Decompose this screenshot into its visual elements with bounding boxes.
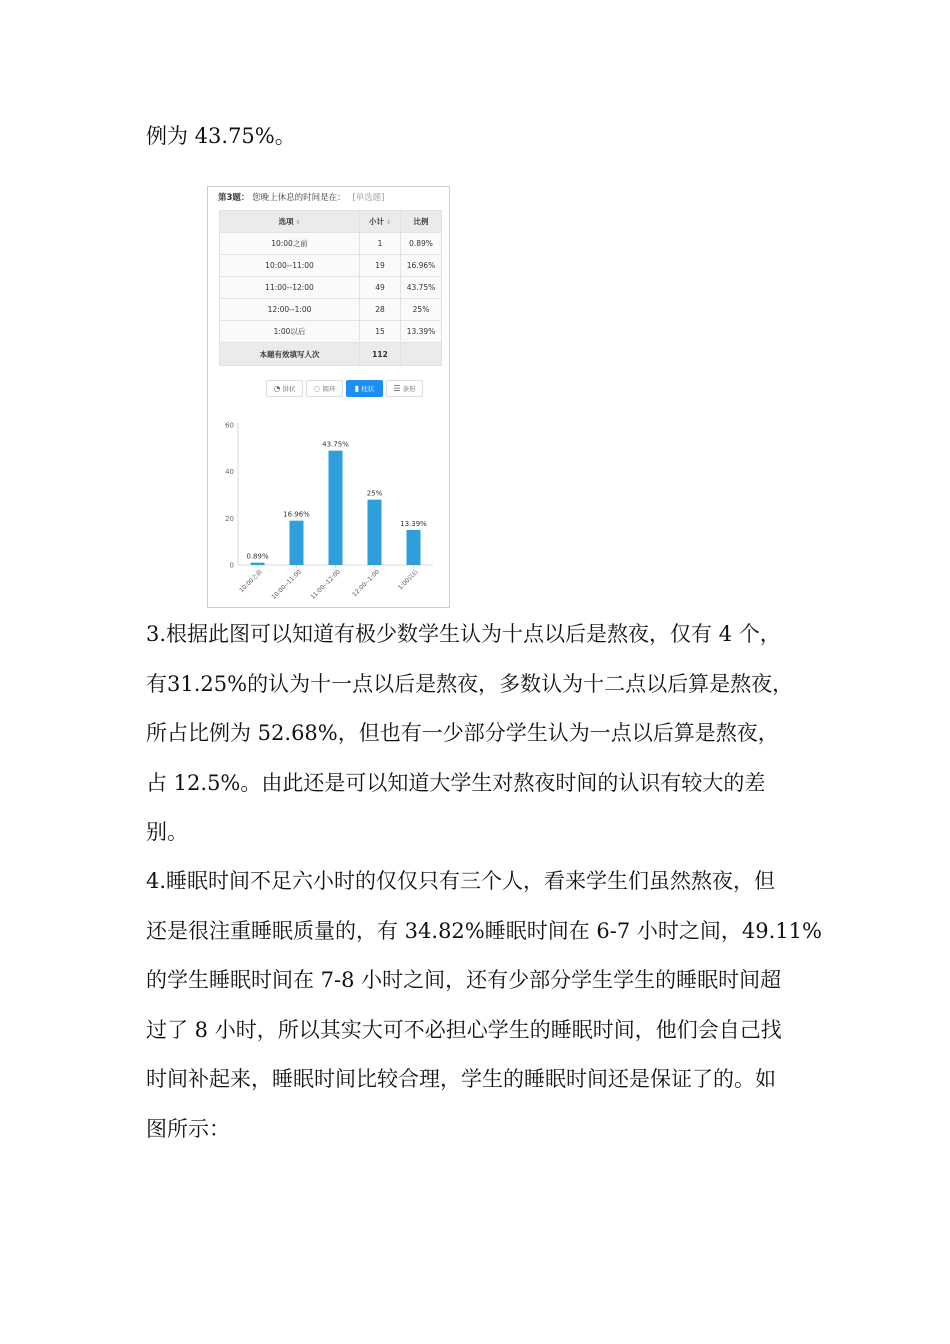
text-line: 4.睡眠时间不足六小时的仅仅只有三个人，看来学生们虽然熬夜，但 xyxy=(146,869,776,893)
question-text: 您晚上休息的时间是在： xyxy=(252,193,346,203)
paragraph-3 xyxy=(146,610,836,858)
y-tick-label: 20 xyxy=(225,514,234,523)
table-row xyxy=(220,255,442,277)
x-tick-label: 10:00--11:00 xyxy=(270,568,303,601)
cell-option: 10:00之前 xyxy=(220,233,360,255)
cell-count: 49 xyxy=(360,277,401,299)
chart-type-label: 柱状 xyxy=(361,385,375,393)
cell-option: 10:00--11:00 xyxy=(220,255,360,277)
footer-empty xyxy=(401,343,442,366)
chart-type-button[interactable] xyxy=(386,380,423,397)
question-title xyxy=(218,191,384,203)
table-header-row xyxy=(220,211,442,233)
x-tick-label: 10:00之前 xyxy=(238,568,264,595)
y-tick-label: 40 xyxy=(225,468,234,477)
bar-icon: ▮ xyxy=(354,383,360,393)
bar xyxy=(407,530,421,565)
results-table xyxy=(219,210,442,366)
chart-type-label: 圆环 xyxy=(322,385,336,393)
table-row xyxy=(220,233,442,255)
bar xyxy=(251,563,265,565)
question-type: [单选题] xyxy=(352,193,385,203)
header-ratio: 比例 xyxy=(401,211,442,233)
text-line: 别。 xyxy=(146,820,188,844)
bar xyxy=(368,500,382,565)
text-line: 图所示： xyxy=(146,1116,230,1141)
bar-value-label: 43.75% xyxy=(322,440,349,449)
cell-ratio: 0.89% xyxy=(401,233,442,255)
ring-icon: ◌ xyxy=(313,383,321,393)
header-option[interactable]: 选项 ⇕ xyxy=(220,211,360,233)
footer-label: 本题有效填写人次 xyxy=(220,343,360,366)
bar-chart xyxy=(208,415,451,605)
x-tick-label: 11:00--12:00 xyxy=(309,568,342,601)
cell-count: 19 xyxy=(360,255,401,277)
question-number: 第3题： xyxy=(218,193,250,203)
text-line: 还是很注重睡眠质量的，有 34.82%睡眠时间在 6-7 小时之间，49.11% xyxy=(146,918,822,943)
sort-icon[interactable]: ⇕ xyxy=(295,219,301,226)
chart-type-switcher xyxy=(266,380,423,397)
chart-type-button[interactable] xyxy=(266,380,303,397)
cell-ratio: 16.96% xyxy=(401,255,442,277)
x-tick-label: 12:00--1:00 xyxy=(351,568,381,599)
chart-type-button[interactable] xyxy=(346,380,383,397)
chart-type-label: 饼状 xyxy=(282,385,296,393)
header-count[interactable]: 小计 ⇕ xyxy=(360,211,401,233)
sort-icon[interactable]: ⇕ xyxy=(385,219,392,226)
cell-count: 15 xyxy=(360,321,401,343)
text-line: 占 12.5%。由此还是可以知道大学生对熬夜时间的认识有较大的差 xyxy=(146,770,766,795)
text-line: 所占比例为 52.68%，但也有一少部分学生认为一点以后算是熬夜， xyxy=(146,721,779,745)
cell-ratio: 43.75% xyxy=(401,277,442,299)
bar-value-label: 0.89% xyxy=(246,552,269,561)
cell-option: 1:00以后 xyxy=(220,321,360,343)
text-line: 有31.25%的认为十一点以后是熬夜，多数认为十二点以后算是熬夜， xyxy=(146,671,794,696)
text-line: 例为 43.75%。 xyxy=(146,124,296,148)
bar xyxy=(329,451,343,565)
chart-type-button[interactable] xyxy=(306,380,343,397)
table-row xyxy=(220,277,442,299)
cell-option: 11:00--12:00 xyxy=(220,277,360,299)
text-line: 时间补起来，睡眠时间比较合理，学生的睡眠时间还是保证了的。如 xyxy=(146,1067,776,1091)
y-tick-label: 0 xyxy=(229,561,234,570)
cell-count: 28 xyxy=(360,299,401,321)
text-line: 的学生睡眠时间在 7-8 小时之间，还有少部分学生学生的睡眠时间超 xyxy=(146,968,782,992)
text-line: 3.根据此图可以知道有极少数学生认为十点以后是熬夜，仅有 4 个， xyxy=(146,622,781,646)
table-row xyxy=(220,321,442,343)
survey-figure xyxy=(207,186,450,608)
x-tick-label: 1:00以后 xyxy=(396,568,420,592)
cell-ratio: 13.39% xyxy=(401,321,442,343)
bars-horizontal-icon: ☰ xyxy=(393,383,401,393)
cell-count: 1 xyxy=(360,233,401,255)
y-tick-label: 60 xyxy=(225,421,234,430)
bar-value-label: 25% xyxy=(366,489,383,498)
text-line: 过了 8 小时，所以其实大可不必担心学生的睡眠时间，他们会自己找 xyxy=(146,1017,782,1042)
bar xyxy=(290,521,304,565)
chart-type-label: 条形 xyxy=(402,385,416,393)
table-footer-row xyxy=(220,343,442,366)
pie-icon: ◔ xyxy=(273,383,281,393)
table-row xyxy=(220,299,442,321)
paragraph-top xyxy=(146,112,836,162)
bar-value-label: 13.39% xyxy=(400,520,427,528)
cell-ratio: 25% xyxy=(401,299,442,321)
paragraph-4 xyxy=(146,857,836,1154)
footer-count: 112 xyxy=(360,343,401,366)
cell-option: 12:00--1:00 xyxy=(220,299,360,321)
bar-value-label: 16.96% xyxy=(283,510,310,519)
